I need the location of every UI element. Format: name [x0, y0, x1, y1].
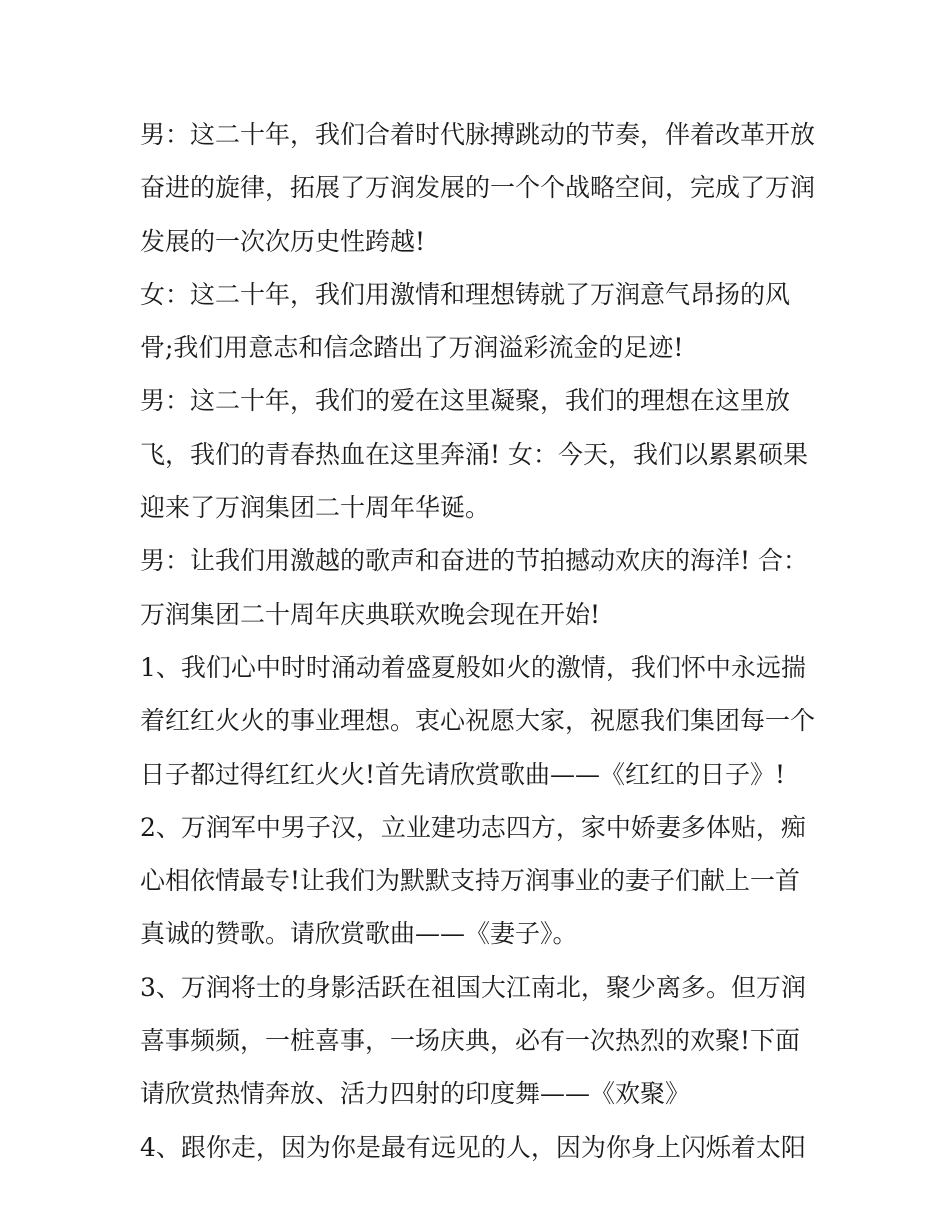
text-line: 2、万润军中男子汉，立业建功志四方，家中娇妻多体贴，痴 [140, 812, 806, 842]
text-line: 3、万润将士的身影活跃在祖国大江南北，聚少离多。但万润 [140, 972, 806, 1002]
text-line: 真诚的赞歌。请欣赏歌曲——《妻子》。 [140, 919, 578, 949]
text-line: 奋进的旋律，拓展了万润发展的一个个战略空间，完成了万润 [140, 173, 816, 203]
text-line: 迎来了万润集团二十周年华诞。 [140, 493, 491, 523]
text-line: 着红红火火的事业理想。衷心祝愿大家，祝愿我们集团每一个 [140, 706, 816, 736]
text-line: 日子都过得红红火火!首先请欣赏歌曲——《红红的日子》! [140, 759, 786, 789]
text-line: 飞，我们的青春热血在这里奔涌! 女：今天，我们以累累硕果 [140, 439, 808, 469]
text-line: 万润集团二十周年庆典联欢晚会现在开始! [140, 599, 601, 629]
document-body [140, 108, 820, 1174]
text-line: 男：这二十年，我们的爱在这里凝聚，我们的理想在这里放 [140, 386, 791, 416]
text-line: 男：让我们用激越的歌声和奋进的节拍撼动欢庆的海洋! 合： [140, 546, 808, 576]
text-line: 女：这二十年，我们用激情和理想铸就了万润意气昂扬的风 [140, 279, 791, 309]
text-line: 请欣赏热情奔放、活力四射的印度舞——《欢聚》 [140, 1079, 691, 1109]
text-line: 骨;我们用意志和信念踏出了万润溢彩流金的足迹! [140, 333, 684, 363]
text-line: 喜事频频，一桩喜事，一场庆典，必有一次热烈的欢聚!下面 [140, 1026, 801, 1056]
text-line: 发展的一次次历史性跨越! [140, 226, 426, 256]
text-line: 4、跟你走，因为你是最有远见的人，因为你身上闪烁着太阳 [140, 1132, 806, 1162]
text-line: 1、我们心中时时涌动着盛夏般如火的激情，我们怀中永远揣 [140, 652, 806, 682]
text-line: 心相依情最专!让我们为默默支持万润事业的妻子们献上一首 [140, 866, 801, 896]
text-line: 男：这二十年，我们合着时代脉搏跳动的节奏，伴着改革开放 [140, 120, 816, 149]
